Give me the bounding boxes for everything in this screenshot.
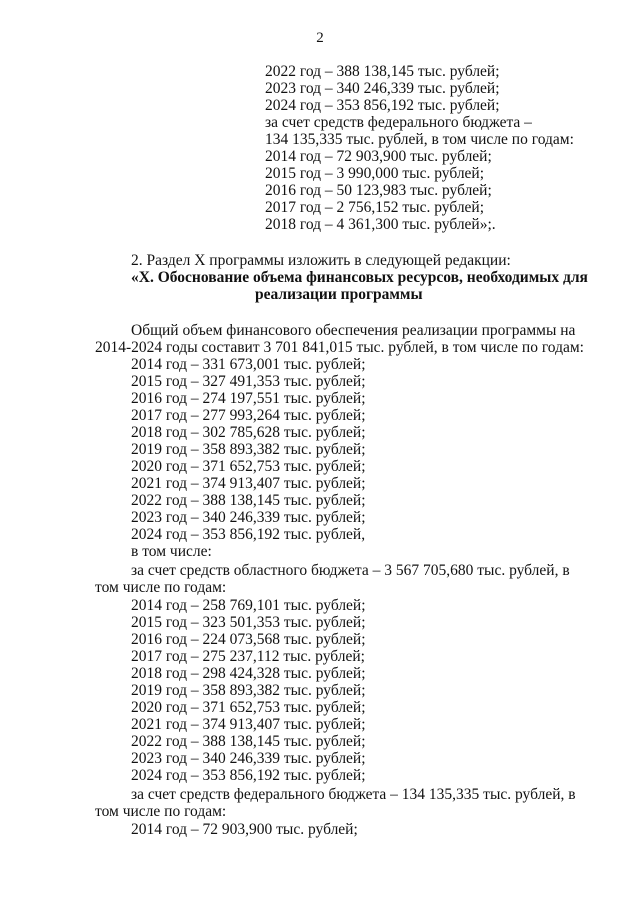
list-item: 2014 год – 72 903,900 тыс. рублей; <box>131 821 358 838</box>
list-item: 2018 год – 302 785,628 тыс. рублей; <box>131 424 366 441</box>
page-number: 2 <box>316 30 324 46</box>
list-item: 2017 год – 277 993,264 тыс. рублей; <box>131 407 366 424</box>
list-item: 2016 год – 50 123,983 тыс. рублей; <box>265 182 492 199</box>
list-item: 2018 год – 4 361,300 тыс. рублей»;. <box>265 216 496 233</box>
list-item: 2017 год – 275 237,112 тыс. рублей; <box>131 648 365 665</box>
list-item: 2024 год – 353 856,192 тыс. рублей; <box>131 767 366 784</box>
federal-budget-intro: за счет средств федерального бюджета – <box>265 114 532 131</box>
list-item: 2024 год – 353 856,192 тыс. рублей; <box>265 97 500 114</box>
list-item: 2021 год – 374 913,407 тыс. рублей; <box>131 475 366 492</box>
list-item: 2022 год – 388 138,145 тыс. рублей; <box>131 492 366 509</box>
list-item: 2022 год – 388 138,145 тыс. рублей; <box>265 63 500 80</box>
total-financing-line-2: 2014-2024 годы составит 3 701 841,015 тыс. рублей, в том числе по годам: <box>95 339 584 356</box>
list-item: 2019 год – 358 893,382 тыс. рублей; <box>131 682 366 699</box>
list-item: 2015 год – 327 491,353 тыс. рублей; <box>131 373 366 390</box>
federal-budget-line-1: за счет средств федерального бюджета – 134 135,335 тыс. рублей, в <box>131 786 576 803</box>
section-instruction: 2. Раздел X программы изложить в следующей редакции: <box>131 252 511 269</box>
section-heading-line-2: реализации программы <box>255 286 423 303</box>
list-item: 2016 год – 274 197,551 тыс. рублей; <box>131 390 366 407</box>
list-item: 2014 год – 72 903,900 тыс. рублей; <box>265 148 492 165</box>
list-item: 2020 год – 371 652,753 тыс. рублей; <box>131 699 366 716</box>
list-item: 2017 год – 2 756,152 тыс. рублей; <box>265 199 485 216</box>
section-heading-line-1: «X. Обоснование объема финансовых ресурсов, необходимых для <box>131 269 588 286</box>
list-item: 2022 год – 388 138,145 тыс. рублей; <box>131 733 366 750</box>
list-item: 2024 год – 353 856,192 тыс. рублей, <box>131 526 366 543</box>
list-item: 2015 год – 323 501,353 тыс. рублей; <box>131 614 366 631</box>
including-label: в том числе: <box>131 543 212 560</box>
list-item: 2018 год – 298 424,328 тыс. рублей; <box>131 665 366 682</box>
list-item: 2014 год – 331 673,001 тыс. рублей; <box>131 356 366 373</box>
list-item: 2019 год – 358 893,382 тыс. рублей; <box>131 441 366 458</box>
regional-budget-line-1: за счет средств областного бюджета – 3 567 705,680 тыс. рублей, в <box>131 562 570 579</box>
list-item: 2016 год – 224 073,568 тыс. рублей; <box>131 631 366 648</box>
federal-budget-line-2: том числе по годам: <box>95 803 227 820</box>
federal-budget-total: 134 135,335 тыс. рублей, в том числе по годам: <box>265 131 574 148</box>
list-item: 2023 год – 340 246,339 тыс. рублей; <box>265 80 500 97</box>
list-item: 2023 год – 340 246,339 тыс. рублей; <box>131 750 366 767</box>
list-item: 2015 год – 3 990,000 тыс. рублей; <box>265 165 485 182</box>
list-item: 2023 год – 340 246,339 тыс. рублей; <box>131 509 366 526</box>
total-financing-line-1: Общий объем финансового обеспечения реализации программы на <box>131 322 576 339</box>
list-item: 2014 год – 258 769,101 тыс. рублей; <box>131 597 366 614</box>
regional-budget-line-2: том числе по годам: <box>95 579 227 596</box>
list-item: 2021 год – 374 913,407 тыс. рублей; <box>131 716 366 733</box>
list-item: 2020 год – 371 652,753 тыс. рублей; <box>131 458 366 475</box>
